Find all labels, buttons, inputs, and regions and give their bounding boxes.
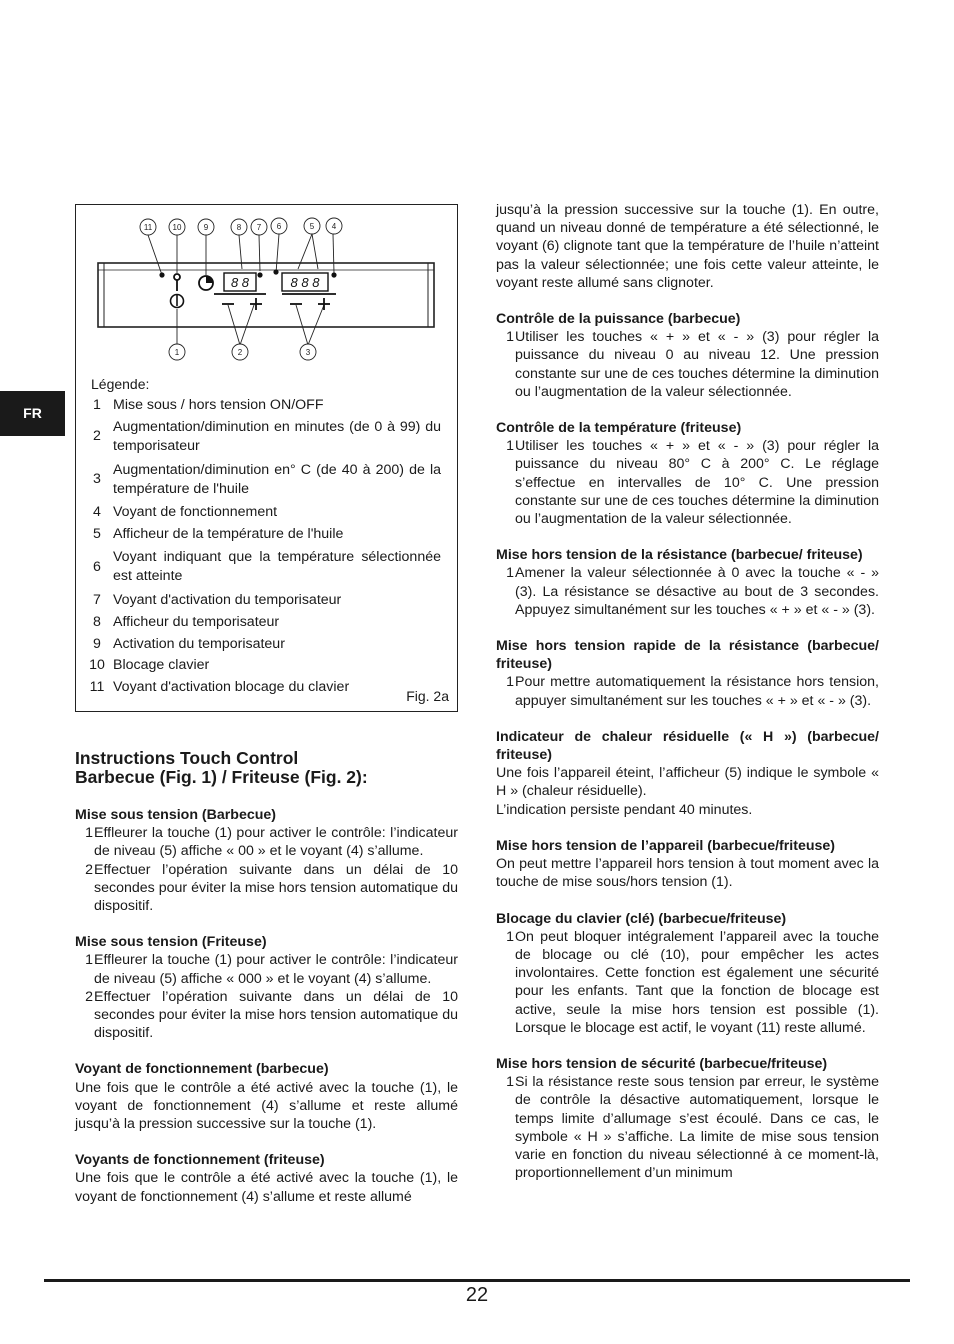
legend-item: 8 Afficheur du temporisateur [93, 613, 280, 630]
right-column [496, 201, 879, 1200]
footer-rule [44, 1279, 910, 1282]
legend-item: 5 Afficheur de la température de l'huile [93, 525, 344, 542]
callout-7: 7 [256, 223, 262, 232]
list-item: 1 Effleurer la touche (1) pour activer le contrôle: l’indicateur de niveau (5) affiche « 000 » et le voyant (4) s’allume. [85, 952, 458, 987]
list-item: 1 Utiliser les touches « + » et « - » (3) pour régler la puissance du niveau 80° C à 200° C. Le réglage s’effectue en intervalles de 10° C. Une pression constante sur une de ces touches détermine la diminution ou l’augmentation de la valeur sélectionnée. [506, 438, 879, 528]
callout-2: 2 [237, 348, 243, 357]
page-number: 22 [465, 1284, 489, 1306]
section-heading: Contrôle de la puissance (barbecue) [496, 311, 741, 328]
section-heading: Blocage du clavier (clé) (barbecue/friteuse) [496, 910, 787, 927]
section-heading: Mise sous tension (Friteuse) [75, 934, 267, 951]
section-power-on-fryer [75, 933, 458, 1042]
callout-3: 3 [305, 348, 311, 357]
section-heading: Contrôle de la température (friteuse) [496, 420, 742, 437]
section-power-on-barbecue [75, 806, 458, 915]
section-heading: Voyant de fonctionnement (barbecue) [75, 1061, 329, 1078]
power-led-dot [331, 272, 336, 277]
callout-1: 1 [174, 348, 180, 357]
temp-reached-led-dot [273, 269, 278, 274]
list-item: 1 Pour mettre automatiquement la résistance hors tension, appuyer simultanément sur les touches « + » et « - » (3). [506, 674, 879, 709]
timer-icon [199, 276, 213, 290]
section-safety-off [496, 1055, 879, 1182]
section-heading: Mise hors tension rapide de la résistance (barbecue/ friteuse) [496, 638, 879, 673]
left-column [75, 806, 458, 1224]
callout-8: 8 [236, 223, 242, 232]
control-panel-diagram [76, 205, 457, 370]
callout-5: 5 [309, 222, 315, 231]
timer-led-dot [257, 272, 262, 277]
timer-plus-minus-icon [214, 294, 266, 310]
section-power-control [496, 310, 879, 401]
legend-title: Légende: [91, 376, 150, 392]
language-tab-label: FR [23, 405, 42, 422]
list-item: 1 On peut bloquer intégralement l’appareil avec la touche de blocage ou clé (10), pour empêcher les actes involontaires. Cette fonction est également une sécurité pour les enfants. Tant que la fonction de blocage est active, seule la mise hors tension est possible (1). Lorsque le blocage est actif, le voyant (11) reste allumé. [506, 928, 879, 1036]
list-item: 2 Effectuer l’opération suivante dans un délai de 10 secondes pour éviter la mise hors tension automatique du dispositif. [85, 861, 458, 915]
callout-11: 11 [143, 223, 153, 232]
callout-4: 4 [331, 222, 337, 231]
section-operation-led-barbecue [75, 1060, 458, 1133]
legend-item: 3 Augmentation/diminution en° C (de 40 à 200) de la température de l'huile [93, 461, 441, 497]
section-residual-heat [496, 728, 879, 819]
section-keypad-lock [496, 910, 879, 1037]
legend-item: 4 Voyant de fonctionnement [93, 503, 278, 520]
section-title: Instructions Touch Control Barbecue (Fig. 1) / Friteuse (Fig. 2): [75, 748, 368, 787]
language-tab [0, 391, 65, 436]
section-appliance-off [496, 837, 879, 892]
legend-item: 11 Voyant d'activation blocage du clavier [89, 678, 350, 695]
legend-item: 2 Augmentation/diminution en minutes (de 0 à 99) du temporisateur [93, 418, 441, 454]
section-operation-led-fryer [75, 1151, 458, 1206]
paragraph: L’indication persiste pendant 40 minutes. [496, 801, 753, 818]
list-item: 1 Amener la valeur sélectionnée à 0 avec la touche « - » (3). La résistance se désactive au bout de 3 secondes. Appuyez simultanément sur les touches « + » et « - » (3). [506, 565, 879, 618]
section-heading: Voyants de fonctionnement (friteuse) [75, 1152, 325, 1169]
svg-text:8 8: 8 8 [230, 275, 250, 290]
section-heading: Mise hors tension de l’appareil (barbecue/friteuse) [496, 837, 836, 854]
section-heading: Mise sous tension (Barbecue) [75, 807, 277, 823]
figure-caption: Fig. 2a [406, 688, 449, 704]
callout-10: 10 [172, 223, 182, 232]
lock-led-dot [159, 272, 164, 277]
callout-6: 6 [276, 222, 282, 231]
figure-box [75, 204, 458, 712]
temperature-plus-minus-icon [282, 294, 336, 310]
list-item: 1 Effleurer la touche (1) pour activer le contrôle: l’indicateur de niveau (5) affiche « 00 » et le voyant (4) s’allume. [85, 825, 458, 860]
legend-list [86, 395, 441, 698]
list-item: 1 Si la résistance reste sous tension par erreur, le système de contrôle la désactive automatiquement, lorsque le temps limite d’allumage s’est écoulé. Dans ce cas, le symbole « H » s’affiche. La limite de mise sous tension varie en fonction du niveau sélectionné à ce moment-là, proportionnellement d’un minimum [506, 1074, 879, 1182]
key-lock-icon [174, 274, 180, 291]
paragraph: Une fois que le contrôle a été activé avec la touche (1), le voyant de fonctionnement (4) s’allume et reste allumé jusqu’à la pression successive sur la touche (1). [75, 1079, 458, 1133]
panel-outline [98, 263, 434, 327]
paragraph: jusqu’à la pression successive sur la touche (1). En outre, quand un niveau donné de température a été sélectionné, le voyant (6) clignote tant que la température de l’huile n’atteint pas la valeur sélectionnée; une fois cette valeur atteinte, le voyant reste allumé sans clignoter. [496, 202, 879, 291]
list-item: 2 Effectuer l’opération suivante dans un délai de 10 secondes pour éviter la mise hors tension automatique du dispositif. [85, 988, 458, 1042]
section-heading: Mise hors tension de sécurité (barbecue/friteuse) [496, 1055, 828, 1072]
section-temperature-control [496, 419, 879, 528]
section-quick-off [496, 637, 879, 710]
timer-display [224, 273, 256, 291]
callout-9: 9 [203, 223, 209, 232]
continued-text [496, 201, 879, 292]
list-item: 1 Utiliser les touches « + » et « - » (3) pour régler la puissance du niveau 0 au niveau 12. Une pression constante sur une de ces touches détermine la diminution ou l’augmentation de la valeur sélectionnée. [506, 329, 879, 400]
legend-item: 7 Voyant d'activation du temporisateur [93, 591, 342, 608]
paragraph: Une fois l’appareil éteint, l’afficheur (5) indique le symbole « H » (chaleur résiduelle). [496, 765, 879, 800]
legend-item: 10 Blocage clavier [89, 657, 210, 674]
temperature-display [282, 273, 328, 291]
legend-item: 9 Activation du temporisateur [93, 635, 285, 652]
section-resistance-off [496, 546, 879, 619]
paragraph: Une fois que le contrôle a été activé avec la touche (1), le voyant de fonctionnement (4) s’allume et reste allumé [75, 1170, 458, 1205]
legend-item: 6 Voyant indiquant que la température sélectionnée est atteinte [93, 549, 441, 584]
legend-item: 1 Mise sous / hors tension ON/OFF [93, 396, 324, 413]
svg-text:8 8 8: 8 8 8 [290, 275, 320, 290]
paragraph: On peut mettre l’appareil hors tension à tout moment avec la touche de mise sous/hors tension (1). [496, 856, 879, 891]
power-button-icon [171, 295, 184, 308]
section-heading: Indicateur de chaleur résiduelle (« H ») (barbecue/ friteuse) [496, 728, 879, 764]
section-heading: Mise hors tension de la résistance (barbecue/ friteuse) [496, 547, 863, 564]
